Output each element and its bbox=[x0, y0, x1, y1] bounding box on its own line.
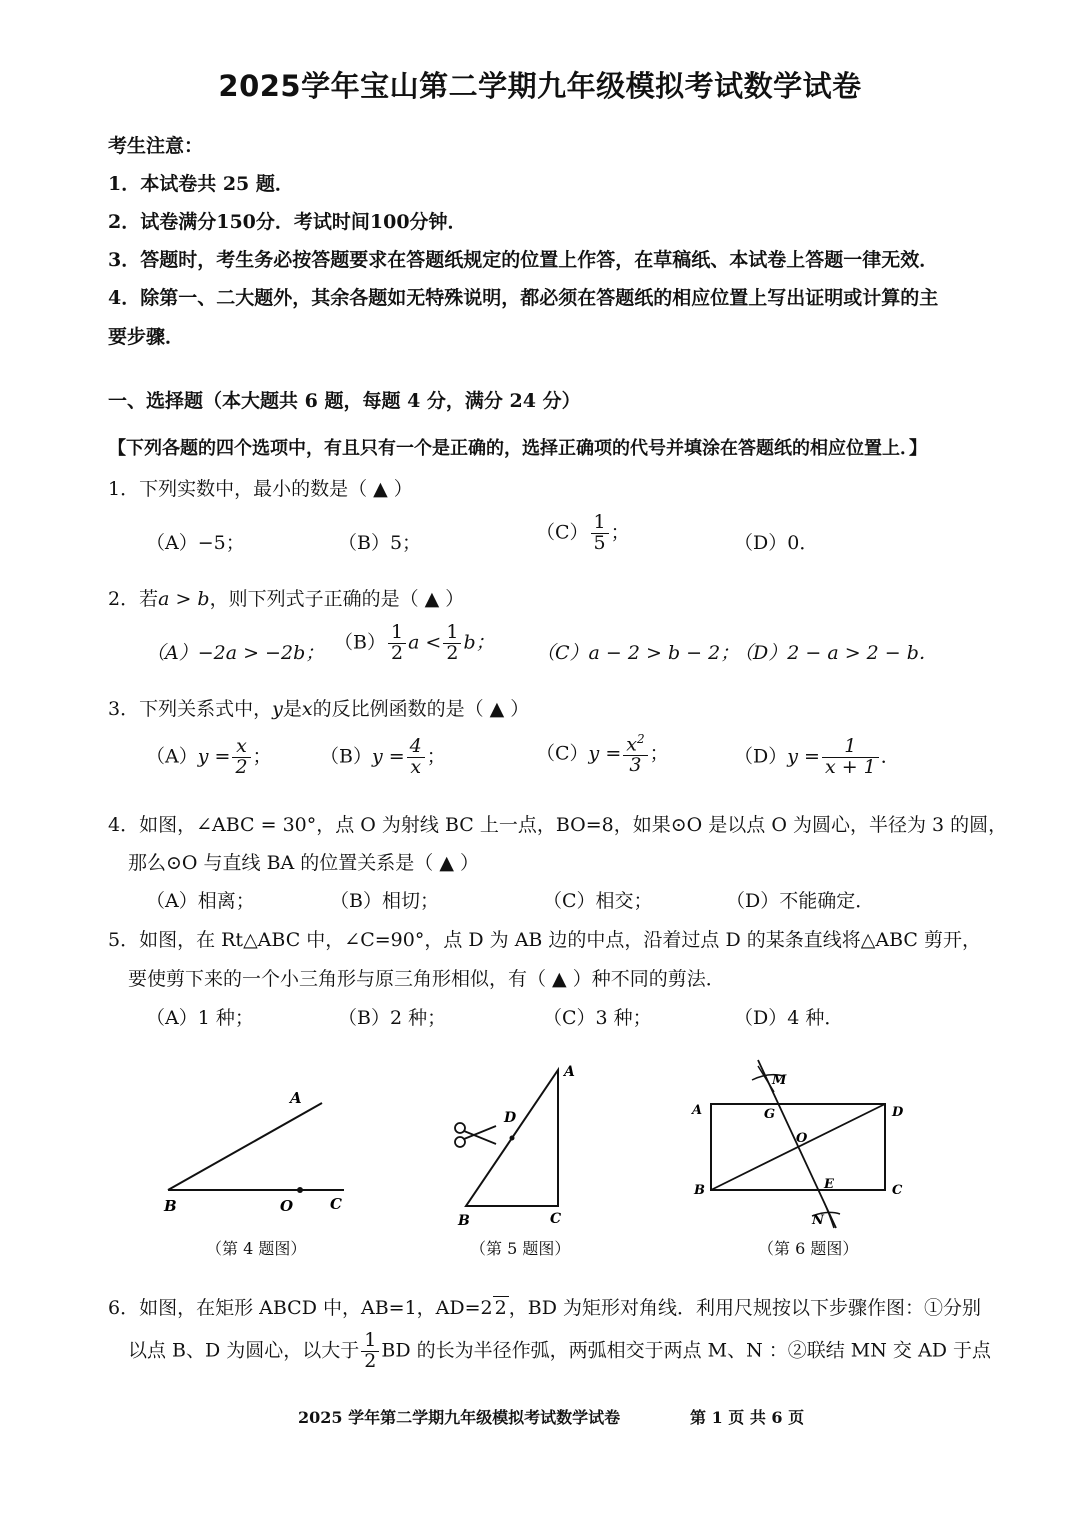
q2-stem-math: a > b bbox=[158, 588, 210, 610]
q2-b-mid: a < bbox=[408, 631, 442, 654]
q3-stem-b: 是 bbox=[282, 698, 302, 720]
q5-option-b: （B）2 种； bbox=[338, 1007, 447, 1029]
q1-stem: 1．下列实数中，最小的数是（ ▲ ） bbox=[108, 478, 413, 500]
label-g: G bbox=[764, 1107, 776, 1122]
q1-c-numerator: 1 bbox=[591, 513, 609, 534]
q3-c-sep: ； bbox=[649, 742, 669, 765]
q3-c-den: 3 bbox=[629, 754, 642, 777]
notice-item-3: 3．答题时，考生务必按答题要求在答题纸规定的位置上作答，在草稿纸、本试卷上答题一律无效． bbox=[108, 249, 939, 271]
q6-num: 1 bbox=[361, 1331, 379, 1352]
q2-stem-b: ，则下列式子正确的是（ ▲ ） bbox=[209, 588, 465, 610]
q4-option-a: （A）相离； bbox=[146, 890, 255, 912]
q1-c-end: ； bbox=[610, 521, 630, 544]
label-c: C bbox=[892, 1183, 903, 1198]
q6-line2-b: BD 的长为半径作弧，两弧相交于两点 M、N ：②联结 MN 交 AD 于点 bbox=[381, 1339, 991, 1362]
q3-b-label: （B） bbox=[320, 745, 372, 768]
q1-option-b: （B）5； bbox=[338, 532, 422, 554]
label-c: C bbox=[550, 1211, 562, 1227]
q3-a-lhs: y = bbox=[197, 745, 231, 768]
figure-6-caption: （第 6 题图） bbox=[758, 1239, 859, 1258]
notice-heading: 考生注意： bbox=[108, 135, 204, 157]
section1-heading: 一、选择题（本大题共 6 题，每题 4 分，满分 24 分） bbox=[108, 390, 581, 412]
q1-option-c-label: （C） bbox=[536, 521, 589, 544]
q6-sqrt: 2 bbox=[494, 1297, 507, 1319]
figure-6 bbox=[688, 1052, 918, 1232]
figure-5 bbox=[448, 1060, 588, 1230]
label-b: B bbox=[164, 1197, 177, 1215]
label-c: C bbox=[330, 1195, 342, 1213]
q1-option-d: （D）0． bbox=[734, 532, 819, 554]
section1-instruction: 【下列各题的四个选项中，有且只有一个是正确的，选择正确项的代号并填涂在答题纸的相应位置上．】 bbox=[108, 438, 927, 459]
q3-b-den: x bbox=[410, 755, 422, 778]
label-b: B bbox=[458, 1213, 470, 1229]
notice-item-4-cont: 要步骤． bbox=[108, 326, 185, 348]
q3-d-den: x + 1 bbox=[824, 755, 876, 778]
label-o: O bbox=[280, 1197, 294, 1215]
q6-line1 bbox=[108, 1293, 981, 1320]
q3-option-c bbox=[536, 733, 669, 776]
q5-option-d: （D）4 种． bbox=[734, 1007, 844, 1029]
q1-c-denominator: 5 bbox=[593, 531, 606, 554]
arc-n2 bbox=[824, 1202, 834, 1228]
q2-b-end: b； bbox=[463, 631, 495, 654]
notice-item-1: 1．本试卷共 25 题． bbox=[108, 173, 294, 195]
q3-c-num: x bbox=[626, 733, 637, 756]
q3-d-num: 1 bbox=[822, 737, 879, 758]
figure-4 bbox=[150, 1075, 370, 1225]
q3-option-b bbox=[320, 737, 446, 778]
footer-page-number: 第 1 页 共 6 页 bbox=[690, 1408, 805, 1427]
q2-b-den2: 2 bbox=[446, 641, 459, 664]
label-n: N bbox=[812, 1213, 824, 1228]
q1-option-a: （A）−5； bbox=[146, 532, 245, 554]
q3-a-label: （A） bbox=[146, 745, 198, 768]
q3-a-num: x bbox=[232, 737, 250, 758]
figure-5-caption: （第 5 题图） bbox=[470, 1239, 571, 1258]
q5-option-a: （A）1 种； bbox=[146, 1007, 254, 1029]
q3-option-a bbox=[146, 737, 272, 778]
q3-stem bbox=[108, 694, 529, 721]
q3-b-num: 4 bbox=[407, 737, 425, 758]
q2-option-b bbox=[334, 623, 495, 664]
label-m: M bbox=[772, 1073, 787, 1088]
exam-title: 2025学年宝山第二学期九年级模拟考试数学试卷 bbox=[218, 69, 862, 103]
q3-stem-a: 3．下列关系式中， bbox=[108, 698, 273, 720]
q3-stem-c: 的反比例函数的是（ ▲ ） bbox=[312, 698, 530, 720]
q4-option-d: （D）不能确定． bbox=[726, 890, 875, 912]
q3-d-label: （D） bbox=[734, 745, 788, 768]
q3-stem-y: y bbox=[272, 698, 283, 720]
q6-line2-a: 以点 B、D 为圆心，以大于 bbox=[128, 1339, 360, 1362]
q4-line2: 那么⊙O 与直线 BA 的位置关系是（ ▲ ） bbox=[128, 852, 479, 874]
q3-a-den: 2 bbox=[235, 755, 248, 778]
q3-c-label: （C） bbox=[536, 742, 589, 765]
point-d bbox=[510, 1136, 515, 1141]
q3-b-lhs: y = bbox=[371, 745, 405, 768]
q3-d-end: ． bbox=[880, 745, 900, 768]
q2-option-d: （D）2 − a > 2 − b． bbox=[734, 642, 938, 664]
q6-line2 bbox=[128, 1331, 991, 1372]
q2-option-b-label: （B） bbox=[334, 631, 386, 654]
label-d: D bbox=[504, 1110, 517, 1126]
ray-ba bbox=[168, 1103, 322, 1190]
label-d: D bbox=[892, 1105, 904, 1120]
q4-line1: 4．如图，∠ABC = 30°，点 O 为射线 BC 上一点，BO=8，如果⊙O 是以点 O 为圆心，半径为 3 的圆， bbox=[108, 814, 1008, 836]
scissors-icon bbox=[455, 1123, 496, 1147]
label-a: A bbox=[290, 1089, 302, 1107]
notice-item-2: 2．试卷满分150分．考试时间100分钟． bbox=[108, 211, 467, 233]
point-o bbox=[297, 1187, 303, 1193]
q2-b-num2: 1 bbox=[443, 623, 461, 644]
label-e: E bbox=[824, 1177, 834, 1192]
q5-option-c: （C）3 种； bbox=[543, 1007, 652, 1029]
q3-option-d bbox=[734, 737, 900, 778]
q5-line1: 5．如图，在 Rt△ABC 中，∠C=90°，点 D 为 AB 边的中点，沿着过点 D 的某条直线将△ABC 剪开， bbox=[108, 929, 981, 951]
q2-b-den1: 2 bbox=[390, 641, 404, 664]
figure-4-caption: （第 4 题图） bbox=[206, 1239, 307, 1258]
q3-a-sep: ； bbox=[252, 745, 272, 768]
q3-stem-x: x bbox=[301, 698, 313, 720]
q3-c-sup: 2 bbox=[636, 732, 645, 746]
label-b: B bbox=[694, 1183, 705, 1198]
q2-stem-a: 2．若 bbox=[108, 588, 159, 610]
label-a: A bbox=[692, 1103, 703, 1118]
q4-option-c: （C）相交； bbox=[543, 890, 653, 912]
q4-option-b: （B）相切； bbox=[330, 890, 439, 912]
q6-line1-a: 6．如图，在矩形 ABCD 中，AB=1，AD=2 bbox=[108, 1297, 493, 1319]
q2-stem bbox=[108, 584, 464, 611]
q6-line1-b: ，BD 为矩形对角线．利用尺规按以下步骤作图：①分别 bbox=[508, 1297, 981, 1319]
q3-d-lhs: y = bbox=[787, 745, 820, 768]
q6-den: 2 bbox=[364, 1349, 377, 1372]
q3-c-lhs: y = bbox=[588, 742, 622, 765]
q2-b-num1: 1 bbox=[388, 623, 406, 644]
notice-item-4: 4．除第一、二大题外，其余各题如无特殊说明，都必须在答题纸的相应位置上写出证明或计算的主 bbox=[108, 287, 939, 309]
q5-line2: 要使剪下来的一个小三角形与原三角形相似，有（ ▲ ）种不同的剪法． bbox=[128, 968, 725, 990]
q1-option-c bbox=[536, 513, 630, 554]
label-o: O bbox=[796, 1131, 808, 1146]
q2-option-a: （A）−2a > −2b； bbox=[146, 642, 325, 664]
q2-option-c: （C）a − 2 > b − 2； bbox=[536, 642, 740, 664]
footer-title: 2025 学年第二学期九年级模拟考试数学试卷 bbox=[298, 1408, 621, 1427]
label-a: A bbox=[564, 1064, 575, 1080]
q3-b-sep: ； bbox=[426, 745, 446, 768]
